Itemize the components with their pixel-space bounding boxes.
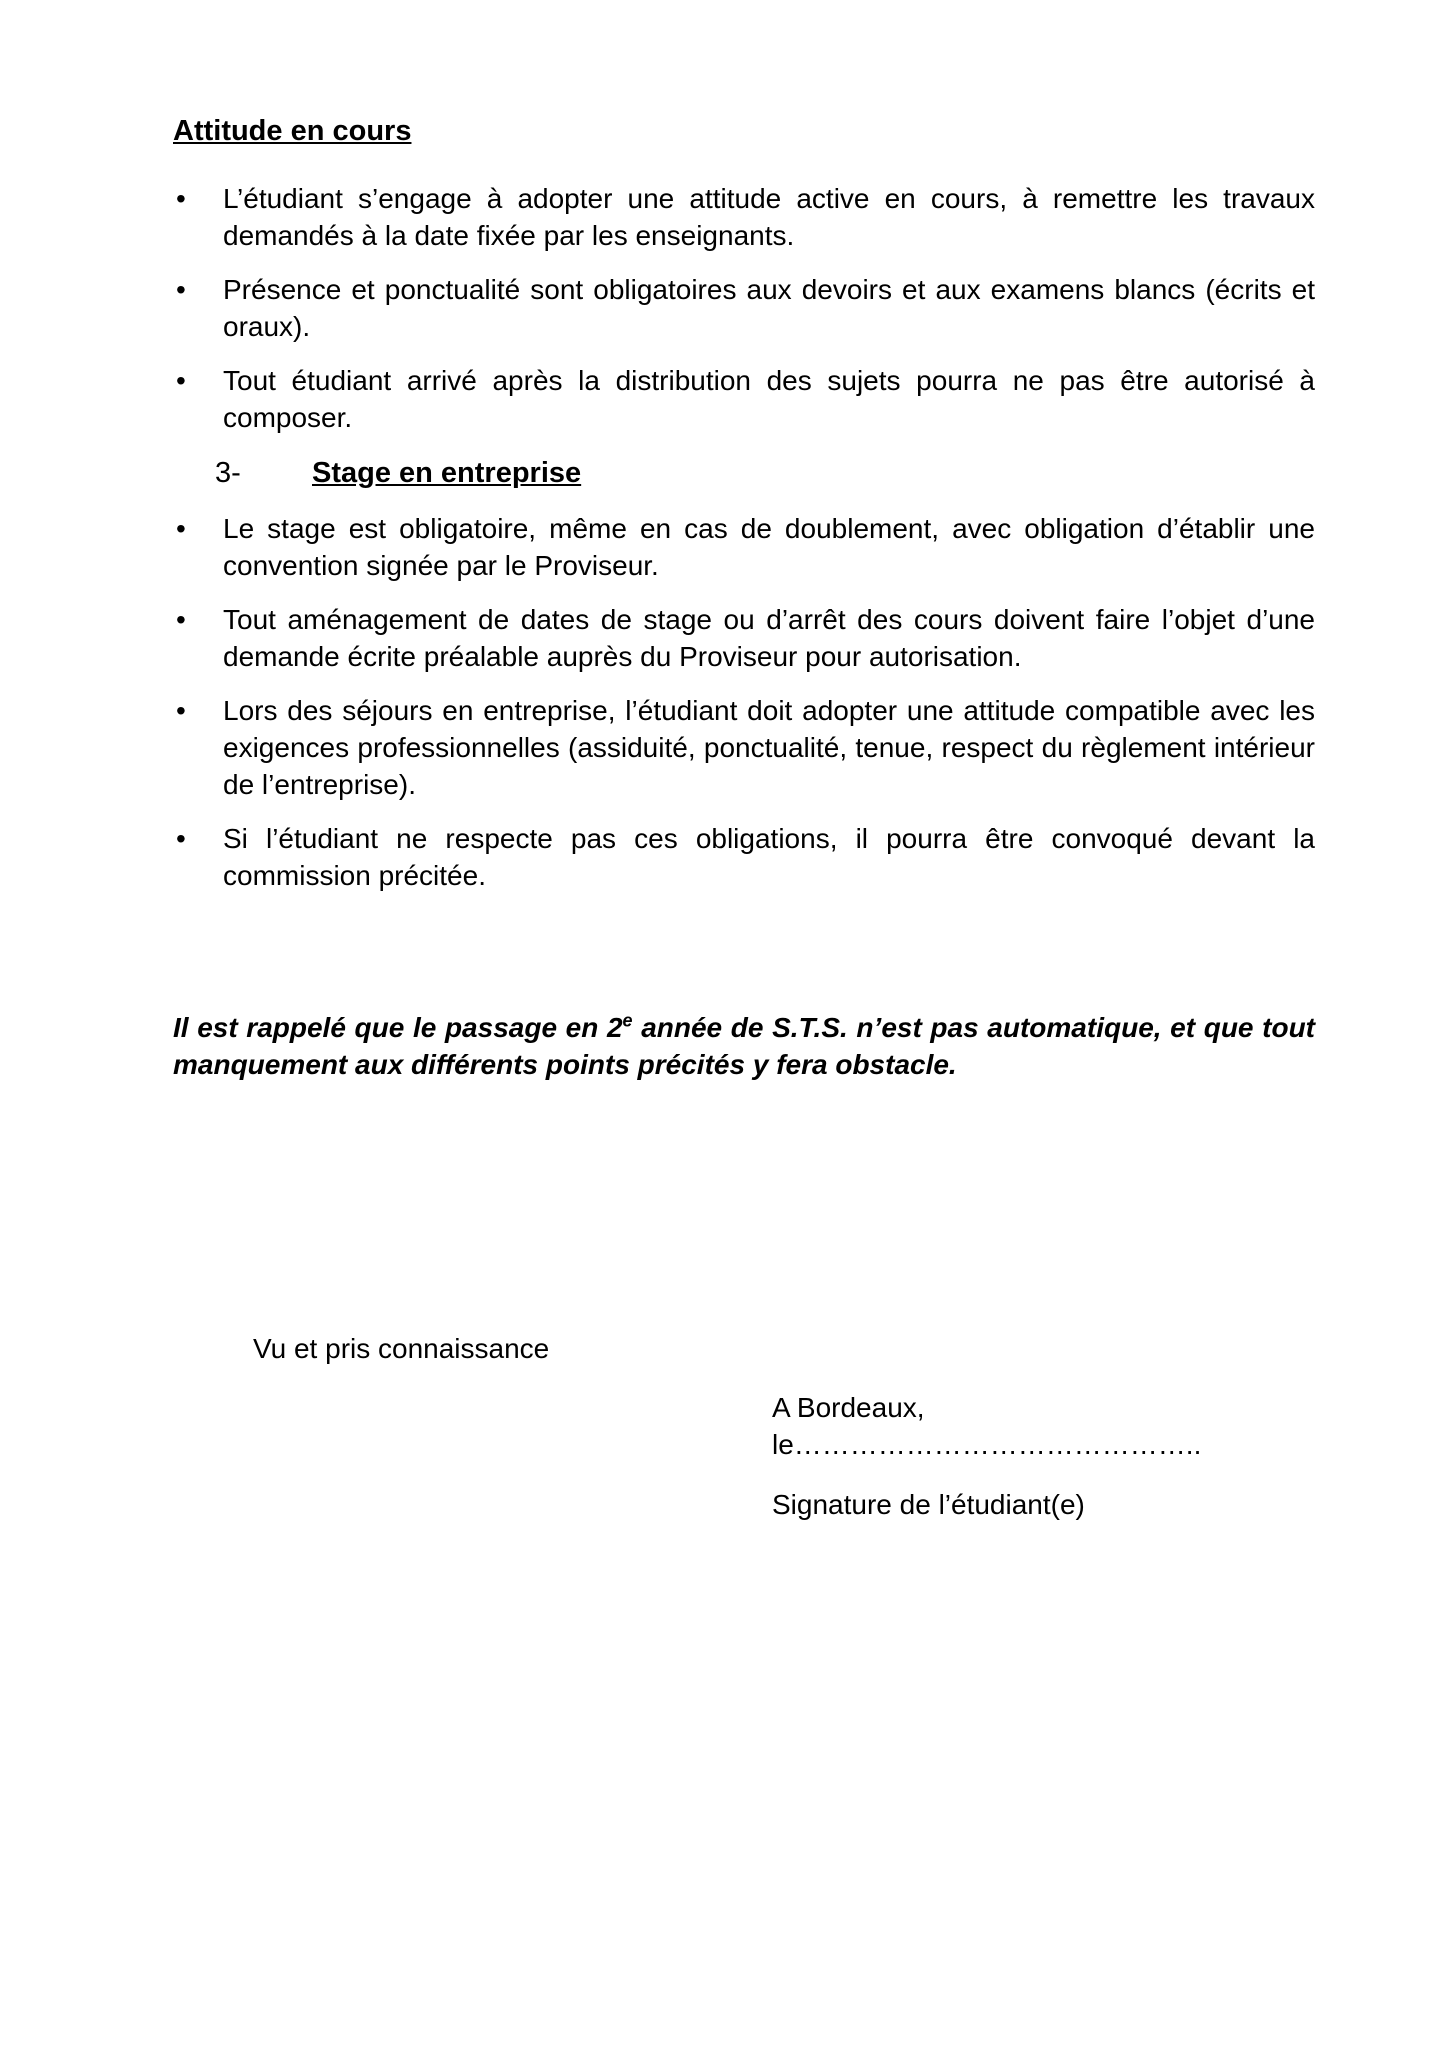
- stage-bullet-list: [173, 510, 1315, 894]
- section-title-attitude: Attitude en cours: [173, 115, 412, 147]
- place-date-line: A Bordeaux, le……………………………………..: [772, 1392, 1202, 1460]
- notice-paragraph: [173, 1009, 1315, 1083]
- notice-text-part1: Il est rappelé que le passage en 2: [173, 1012, 623, 1043]
- section-heading-stage: [173, 455, 1315, 492]
- signature-line: Signature de l’étudiant(e): [772, 1489, 1085, 1520]
- attitude-bullet-list: [173, 180, 1315, 436]
- list-item: • Lors des séjours en entreprise, l’étudiant doit adopter une attitude compatible avec les exigences professionnelles (assiduité, ponctualité, tenue, respect du règlement intérieur de l’entreprise).: [173, 692, 1315, 803]
- acknowledgement-line: Vu et pris connaissance: [253, 1333, 550, 1364]
- notice-text-part2: année de S.T.S. n’est pas automatique, et que tout manquement aux différents points précités y fera obstacle.: [173, 1012, 1315, 1080]
- notice-superscript: e: [622, 1010, 633, 1031]
- list-item: • Présence et ponctualité sont obligatoires aux devoirs et aux examens blancs (écrits et oraux).: [173, 271, 1315, 345]
- list-item: • Tout aménagement de dates de stage ou d’arrêt des cours doivent faire l’objet d’une demande écrite préalable auprès du Proviseur pour autorisation.: [173, 601, 1315, 675]
- section-number: 3-: [215, 457, 241, 489]
- list-item: • Tout étudiant arrivé après la distribution des sujets pourra ne pas être autorisé à composer.: [173, 362, 1315, 436]
- section-heading-title: Stage en entreprise: [312, 457, 582, 489]
- list-item: • Le stage est obligatoire, même en cas de doublement, avec obligation d’établir une convention signée par le Proviseur.: [173, 510, 1315, 584]
- list-item: • L’étudiant s’engage à adopter une attitude active en cours, à remettre les travaux demandés à la date fixée par les enseignants.: [173, 180, 1315, 254]
- list-item: • Si l’étudiant ne respecte pas ces obligations, il pourra être convoqué devant la commission précitée.: [173, 820, 1315, 894]
